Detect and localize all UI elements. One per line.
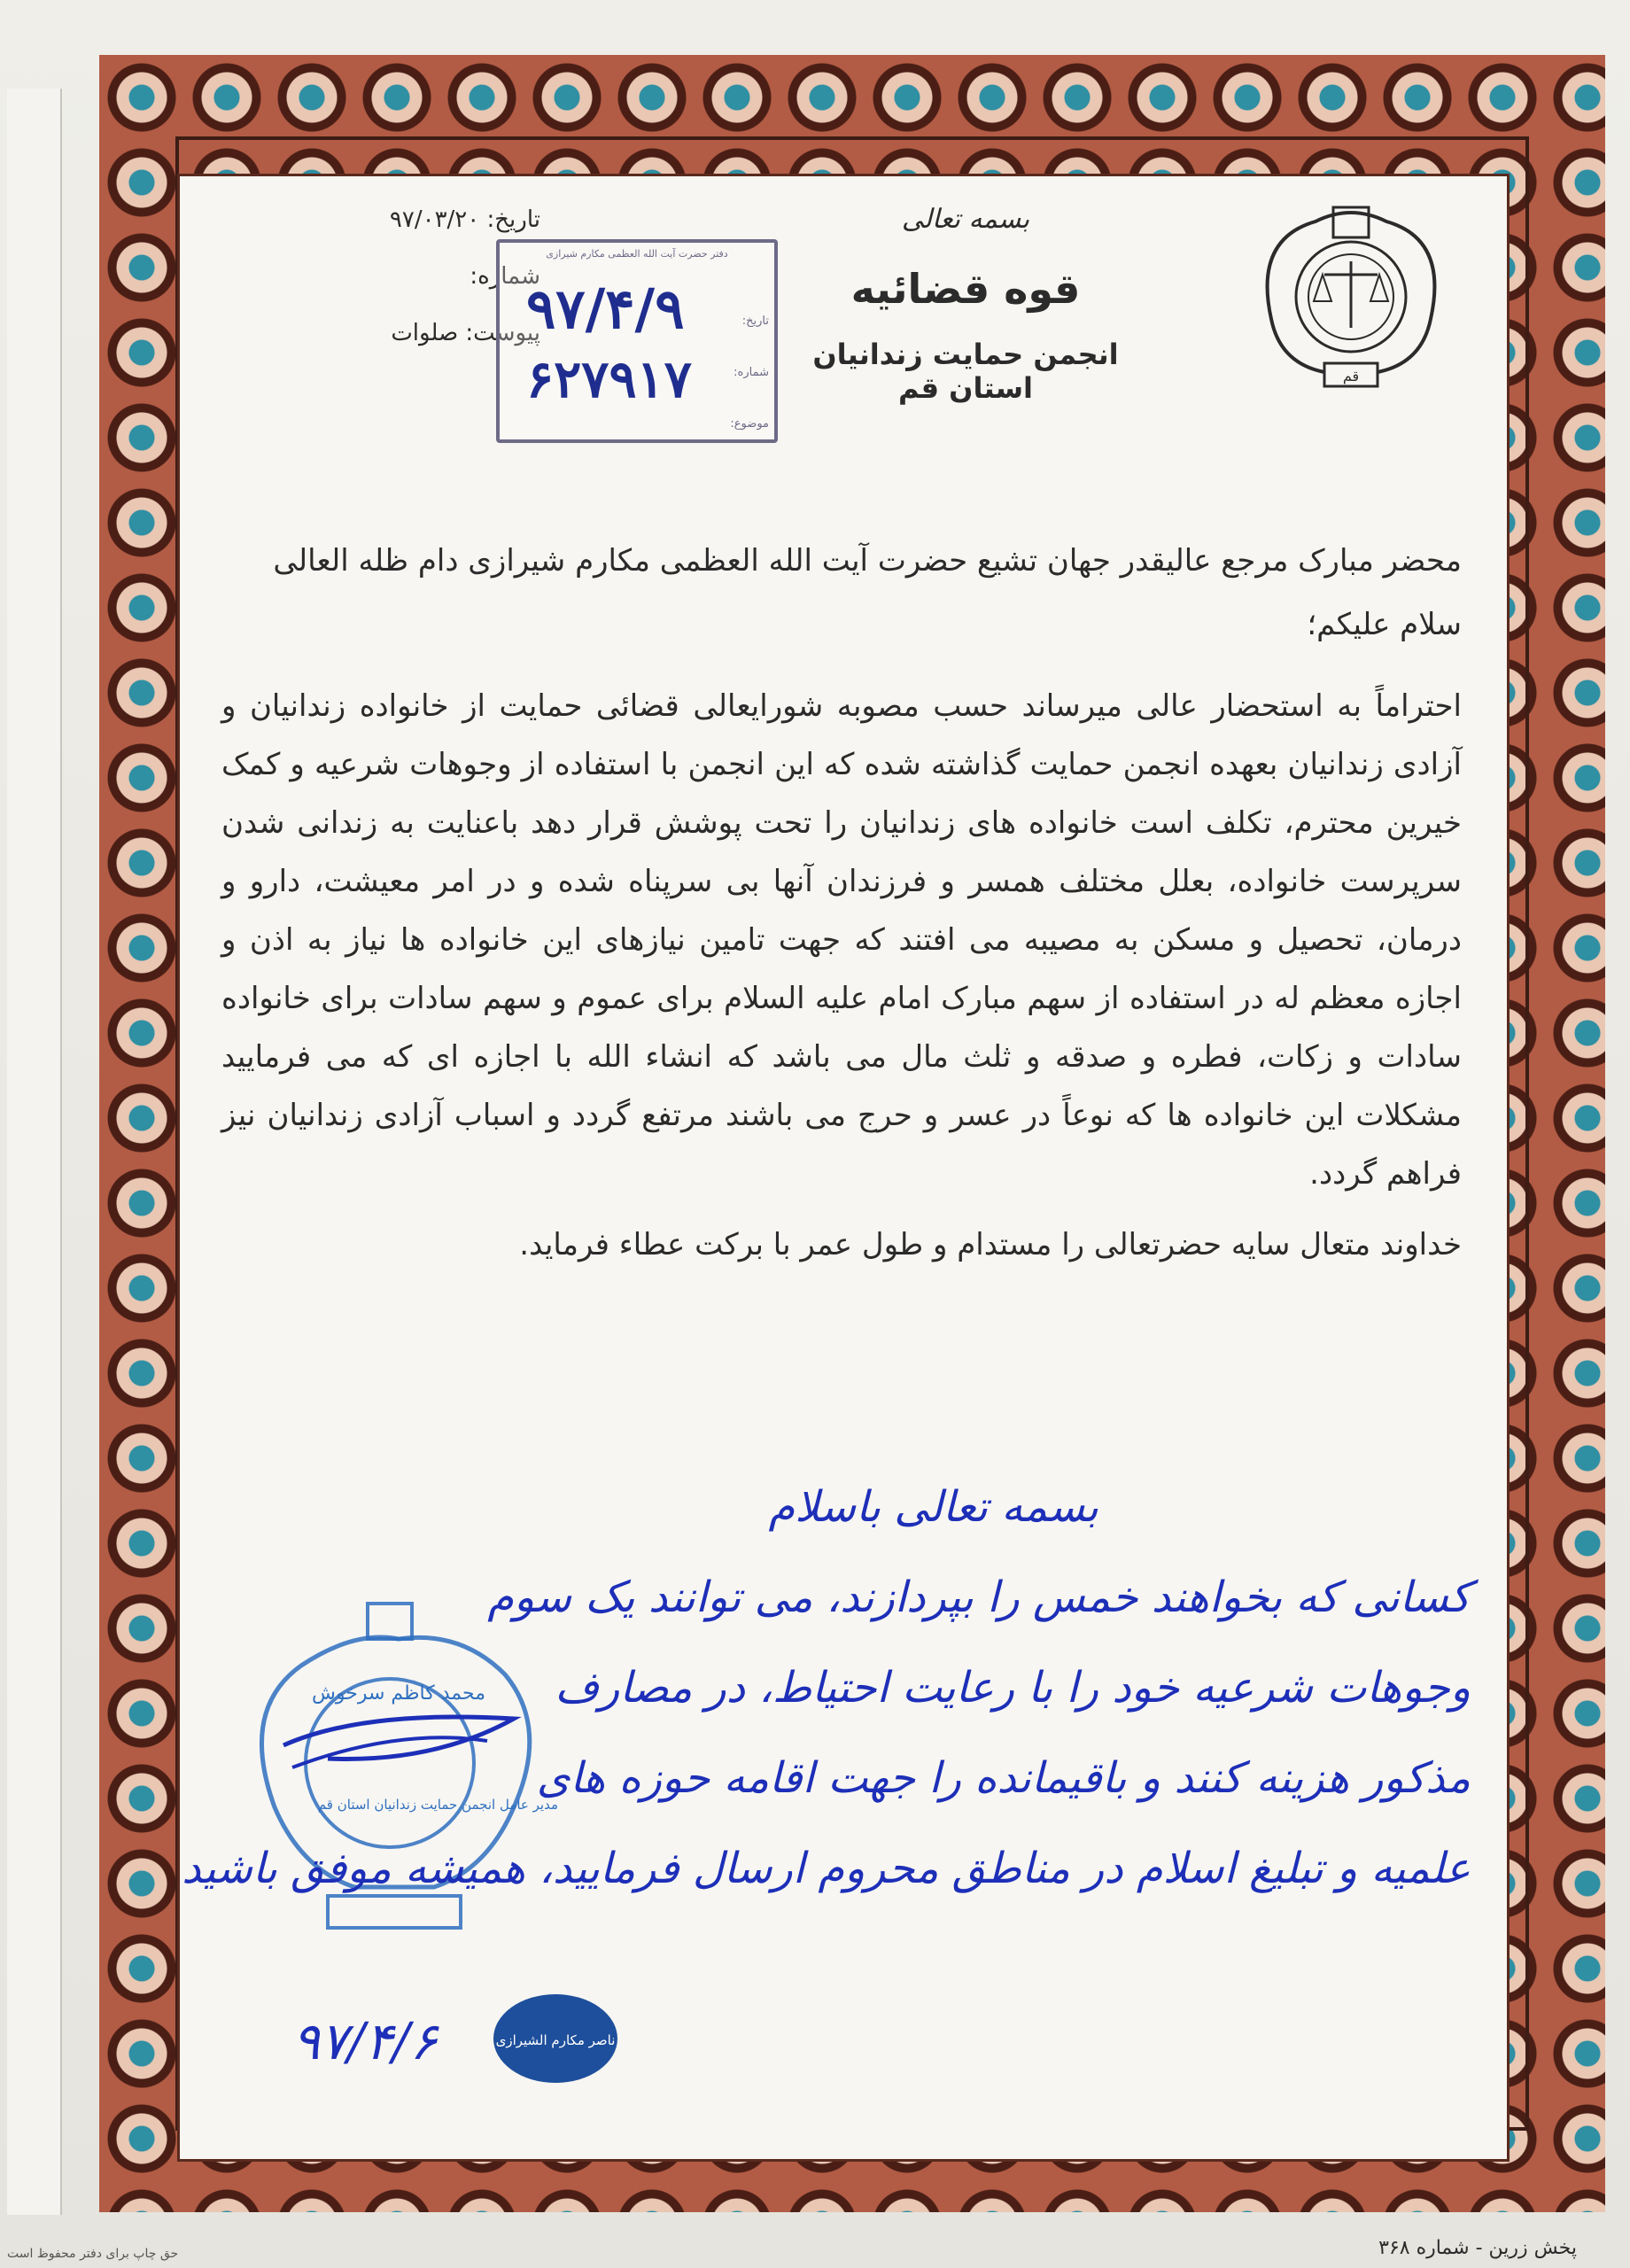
handwritten-line: علمیه و تبلیغ اسلام در مناطق محروم ارسال فرمایید، همیشه موفق باشید [182, 1844, 1471, 1893]
number-line: شماره: [470, 263, 540, 290]
judiciary-emblem-icon [1245, 186, 1457, 399]
publisher-footer: پخش زرین - شماره ۳۶۸ [1378, 2237, 1577, 2259]
stamp-date-label: تاریخ: [741, 315, 769, 328]
background-sheet [7, 89, 62, 2215]
invocation: بسمه تعالی [901, 204, 1030, 235]
letterhead [780, 204, 1152, 405]
copyright-footer: حق چاپ برای دفتر محفوظ است [7, 2247, 179, 2261]
handwritten-line: مذکور هزینه کنند و باقیمانده را جهت اقامه حوزه های [536, 1753, 1471, 1803]
handwritten-line: کسانی که بخواهند خمس را بپردازند، می توانند یک سوم [487, 1573, 1471, 1622]
attachment-line: پیوست: صلوات [391, 320, 540, 346]
stamp-subject-label: موضوع: [730, 417, 769, 431]
office-seal-text: ناصر مکارم الشیرازی [495, 2032, 616, 2048]
seal-caption: مدیر عامل انجمن حمایت زندانیان استان قم [317, 1797, 558, 1813]
stamp-labels [730, 296, 769, 450]
date-line: تاریخ: ۹۷/۰۳/۲۰ [389, 206, 540, 233]
organization-subtitle: انجمن حمایت زندانیان استان قم [812, 338, 1119, 405]
handwritten-date: ۹۷/۴/۶ [292, 2011, 438, 2071]
seal-name: محمد کاظم سرخوش [312, 1682, 485, 1705]
letter-body [221, 532, 1462, 1274]
office-seal [489, 1990, 622, 2087]
organization-title: قوه قضائیه [850, 265, 1081, 313]
stamp-date: ۹۷/۴/۹ [526, 276, 685, 341]
closing-line: خداوند متعال سایه حضرتعالی را مستدام و طول عمر با برکت عطاء فرماید. [519, 1227, 1462, 1262]
greeting: سلام علیکم؛ [1307, 607, 1462, 642]
handwritten-reply [182, 1462, 1471, 1914]
stamp-number-label: شماره: [734, 366, 769, 379]
handwritten-heading: بسمه تعالی باسلام [768, 1482, 1098, 1532]
emblem-label: قم [1342, 368, 1360, 384]
handwritten-line: وجوهات شرعیه خود را با رعایت احتیاط، در مصارف [555, 1663, 1471, 1713]
stamp-number: ۶۲۷۹۱۷ [526, 349, 692, 409]
main-paragraph: احتراماً به استحضار عالی میرساند حسب مصوبه شورایعالی قضائی حمایت از خانواده زندانیان و آزادی زندانیان بعهده انجمن حمایت گذاشته شده که این انجمن با استفاده از وجوهات شرعیه و کمک خیرین محترم، تکلف است خانواده های زندانیان را تحت پوشش قرار دهد باعنایت به زندانی شدن سرپرست خانواده، بعلل مختلف همسر و فرزندان آنها بی سرپناه شده و در امر معیشت، دارو و درمان، تحصیل و مسکن به مصیبه می افتند که جهت تامین نیازهای این خانواده ها نیاز به اذن و اجازه معظم له در استفاده از سهم مبارک امام علیه السلام برای عموم و سهم سادات برای خانواده سادات و زکات، فطره و صدقه و ثلث مال می باشد که انشاء الله با اجازه ای که می فرمایید مشکلات این خانواده ها که نوعاً در عسر و حرج می باشند مرتفع گردد و اسباب آزادی زندانیان نیز فراهم گردد. [221, 688, 1462, 1192]
address-line: محضر مبارک مرجع عالیقدر جهان تشیع حضرت آیت الله العظمی مکارم شیرازی دام ظله العالی [273, 543, 1462, 579]
receipt-stamp [496, 239, 778, 443]
stamp-header: دفتر حضرت آیت الله العظمی مکارم شیرازی [546, 248, 728, 260]
